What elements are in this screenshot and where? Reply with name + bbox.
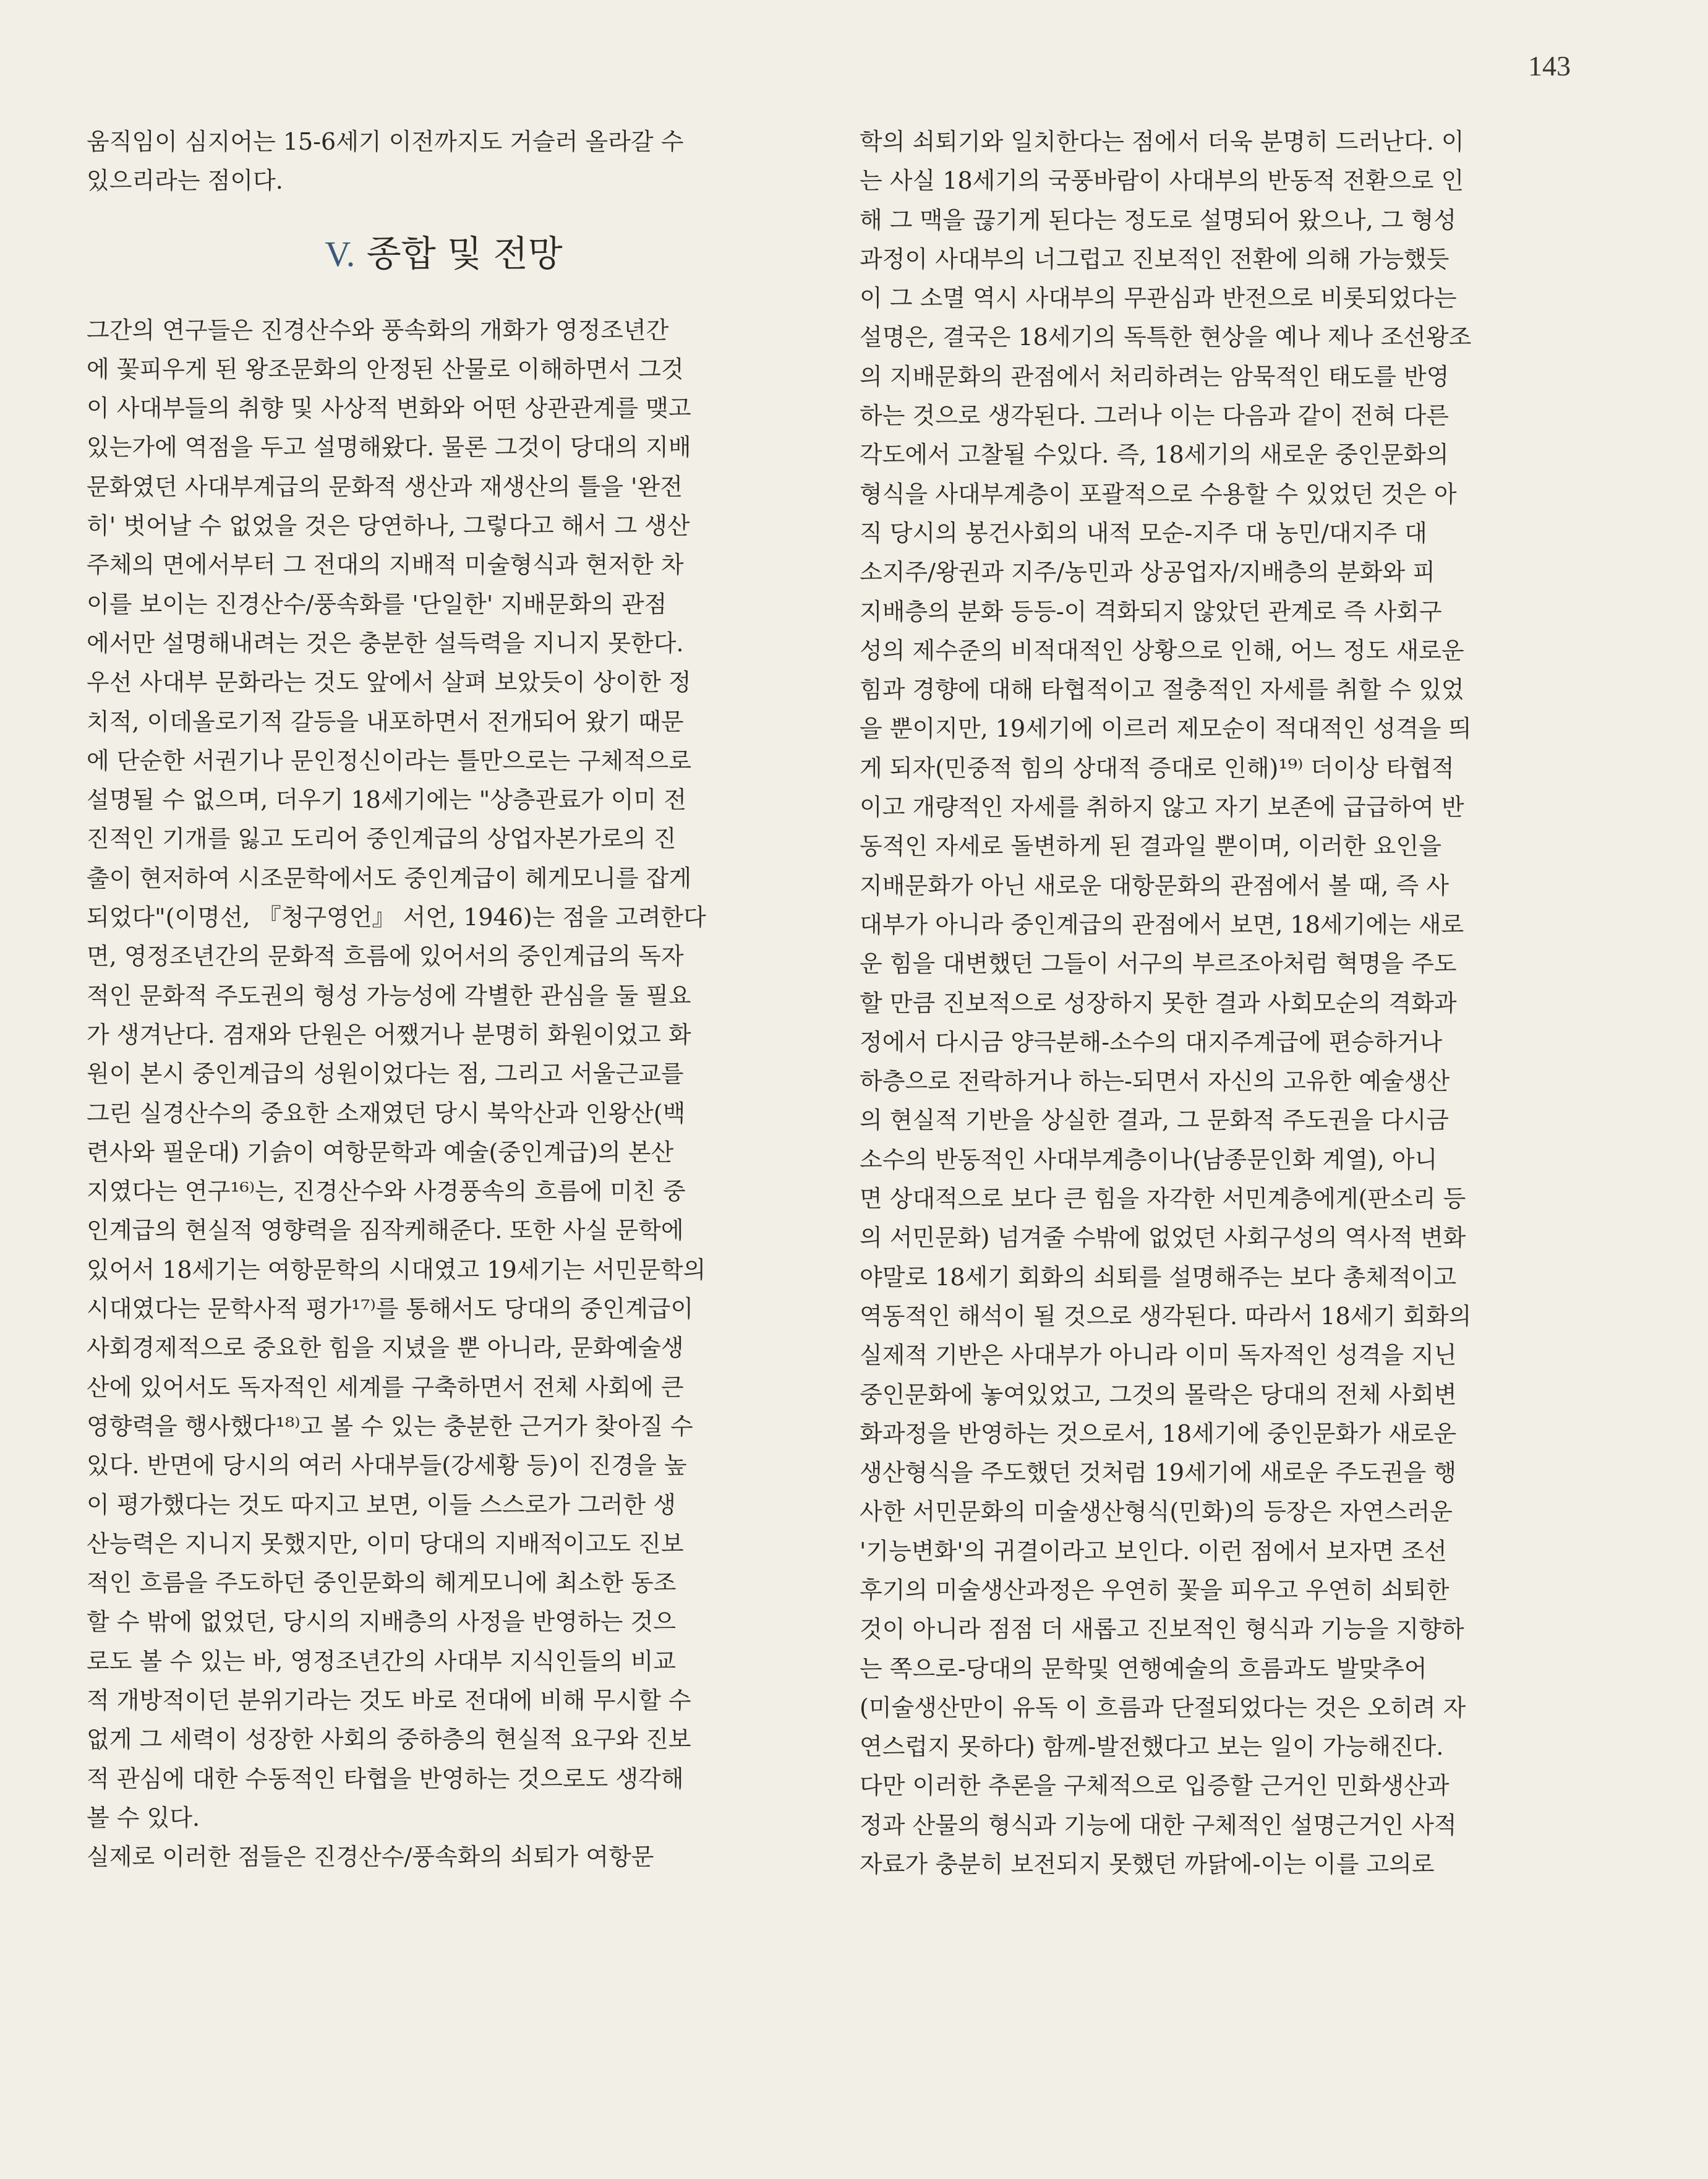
- text-line: 련사와 필운대) 기슭이 여항문학과 예술(중인계급)의 본산: [87, 1138, 674, 1166]
- text-line: 에서만 설명해내려는 것은 충분한 설득력을 지니지 못한다.: [87, 629, 684, 657]
- text-line: 정에서 다시금 양극분해-소수의 대지주계급에 편승하거나: [860, 1028, 1443, 1056]
- right-body: [860, 122, 1574, 1884]
- text-line: 진적인 기개를 잃고 도리어 중인계급의 상업자본가로의 진: [87, 825, 677, 853]
- text-line: 가 생겨난다. 겸재와 단원은 어쨌거나 분명히 화원이었고 화: [87, 1021, 691, 1048]
- text-line: 하층으로 전락하거나 하는-되면서 자신의 고유한 예술생산: [860, 1068, 1450, 1095]
- text-line: 는 쪽으로-당대의 문학및 연행예술의 흐름과도 발맞추어: [860, 1655, 1427, 1682]
- text-line: 소지주/왕권과 지주/농민과 상공업자/지배층의 분화와 피: [860, 559, 1436, 586]
- text-line: 이 그 소멸 역시 사대부의 무관심과 반전으로 비롯되었다는: [860, 285, 1457, 312]
- text-line: 운 힘을 대변했던 그들이 서구의 부르조아처럼 혁명을 주도: [860, 950, 1457, 978]
- text-line: 중인문화에 놓여있었고, 그것의 몰락은 당대의 전체 사회변: [860, 1381, 1457, 1408]
- text-line: 직 당시의 봉건사회의 내적 모순-지주 대 농민/대지주 대: [860, 519, 1427, 547]
- text-line: 이고 개량적인 자세를 취하지 않고 자기 보존에 급급하여 반: [860, 794, 1464, 821]
- text-line: 정과 산물의 형식과 기능에 대한 구체적인 설명근거인 사적: [860, 1811, 1457, 1839]
- text-line: 로도 볼 수 있는 바, 영정조년간의 사대부 지식인들의 비교: [87, 1647, 676, 1675]
- text-line: 이 사대부들의 취향 및 사상적 변화와 어떤 상관관계를 맺고: [87, 395, 691, 422]
- text-line: 을 뿐이지만, 19세기에 이르러 제모순이 적대적인 성격을 띄: [860, 715, 1472, 743]
- intro-paragraph: [87, 122, 801, 201]
- page-number: 143: [1528, 50, 1571, 82]
- text-line: 화과정을 반영하는 것으로서, 18세기에 중인문화가 새로운: [860, 1419, 1457, 1447]
- text-line: 영향력을 행사했다¹⁸⁾고 볼 수 있는 충분한 근거가 찾아질 수: [87, 1412, 693, 1440]
- text-line: 해 그 맥을 끊기게 된다는 정도로 설명되어 왔으나, 그 형성: [860, 206, 1457, 234]
- text-line: 치적, 이데올로기적 갈등을 내포하면서 전개되어 왔기 때문: [87, 708, 684, 735]
- text-line: 소수의 반동적인 사대부계층이나(남종문인화 계열), 아니: [860, 1145, 1438, 1173]
- text-line: (미술생산만이 유독 이 흐름과 단절되었다는 것은 오히려 자: [860, 1693, 1466, 1721]
- text-line: 에 단순한 서권기나 문인정신이라는 틀만으로는 구체적으로: [87, 747, 692, 774]
- text-line: 설명될 수 없으며, 더우기 18세기에는 "상층관료가 이미 전: [87, 786, 687, 814]
- text-line: 할 수 밖에 없었던, 당시의 지배층의 사정을 반영하는 것으: [87, 1608, 676, 1636]
- text-line: 면, 영정조년간의 문화적 흐름에 있어서의 중인계급의 독자: [87, 943, 684, 970]
- text-line: 할 만큼 진보적으로 성장하지 못한 결과 사회모순의 격화과: [860, 989, 1457, 1017]
- text-line: 의 서민문화) 넘겨줄 수밖에 없었던 사회구성의 역사적 변화: [860, 1224, 1466, 1252]
- text-line: 역동적인 해석이 될 것으로 생각된다. 따라서 18세기 회화의: [860, 1302, 1472, 1330]
- text-line: 시대였다는 문학사적 평가¹⁷⁾를 통해서도 당대의 중인계급이: [87, 1295, 694, 1323]
- text-line: 히' 벗어날 수 없었을 것은 당연하나, 그렇다고 해서 그 생산: [87, 512, 690, 540]
- text-line: 지였다는 연구¹⁶⁾는, 진경산수와 사경풍속의 흐름에 미친 중: [87, 1178, 686, 1205]
- section-title: 종합 및 전망: [366, 232, 563, 275]
- text-line: 이 평가했다는 것도 따지고 보면, 이들 스스로가 그러한 생: [87, 1491, 676, 1518]
- text-line: 야말로 18세기 회화의 쇠퇴를 설명해주는 보다 총체적이고: [860, 1263, 1457, 1291]
- text-line: 후기의 미술생산과정은 우연히 꽃을 피우고 우연히 쇠퇴한: [860, 1576, 1450, 1604]
- text-line: 설명은, 결국은 18세기의 독특한 현상을 예나 제나 조선왕조: [860, 323, 1472, 351]
- text-line: 그간의 연구들은 진경산수와 풍속화의 개화가 영정조년간: [87, 316, 669, 344]
- text-line: 움직임이 심지어는 15-6세기 이전까지도 거슬러 올라갈 수: [87, 128, 684, 155]
- text-line: 적인 문화적 주도권의 형성 가능성에 각별한 관심을 둘 필요: [87, 982, 691, 1009]
- text-line: 형식을 사대부계층이 포괄적으로 수용할 수 있었던 것은 아: [860, 480, 1457, 508]
- text-line: 있다. 반면에 당시의 여러 사대부들(강세황 등)이 진경을 높: [87, 1452, 687, 1479]
- text-line: 실제적 기반은 사대부가 아니라 이미 독자적인 성격을 지닌: [860, 1342, 1457, 1369]
- text-line: 문화였던 사대부계급의 문화적 생산과 재생산의 틀을 '완전: [87, 473, 683, 500]
- text-line: 원이 본시 중인계급의 성원이었다는 점, 그리고 서울근교를: [87, 1060, 684, 1088]
- text-line: '기능변화'의 귀결이라고 보인다. 이런 점에서 보자면 조선: [860, 1537, 1447, 1565]
- text-line: 연스럽지 못하다) 함께-발전했다고 보는 일이 가능해진다.: [860, 1733, 1444, 1761]
- text-line: 이를 보이는 진경산수/풍속화를 '단일한' 지배문화의 관점: [87, 590, 667, 618]
- text-line: 면 상대적으로 보다 큰 힘을 자각한 서민계층에게(판소리 등: [860, 1185, 1466, 1213]
- text-line: 볼 수 있다.: [87, 1804, 200, 1831]
- section-heading: [87, 213, 801, 294]
- text-line: 있어서 18세기는 여항문학의 시대였고 19세기는 서민문학의: [87, 1256, 706, 1283]
- text-line: 과정이 사대부의 너그럽고 진보적인 전환에 의해 가능했듯: [860, 245, 1450, 273]
- text-line: 성의 제수준의 비적대적인 상황으로 인해, 어느 정도 새로운: [860, 636, 1464, 664]
- text-line: 의 지배문화의 관점에서 처리하려는 암묵적인 태도를 반영: [860, 362, 1450, 390]
- text-line: 의 현실적 기반을 상실한 결과, 그 문화적 주도권을 다시금: [860, 1107, 1449, 1134]
- right-column: [860, 122, 1574, 1884]
- text-line: 대부가 아니라 중인계급의 관점에서 보면, 18세기에는 새로: [860, 910, 1464, 938]
- left-body: [87, 311, 801, 1877]
- text-line: 그린 실경산수의 중요한 소재였던 당시 북악산과 인왕산(백: [87, 1099, 686, 1127]
- text-line: 각도에서 고찰될 수있다. 즉, 18세기의 새로운 중인문화의: [860, 441, 1449, 469]
- text-line: 인계급의 현실적 영향력을 짐작케해준다. 또한 사실 문학에: [87, 1217, 684, 1244]
- text-line: 하는 것으로 생각된다. 그러나 이는 다음과 같이 전혀 다른: [860, 402, 1449, 430]
- text-line: 는 사실 18세기의 국풍바람이 사대부의 반동적 전환으로 인: [860, 167, 1464, 195]
- text-line: 힘과 경향에 대해 타협적이고 절충적인 자세를 취할 수 있었: [860, 676, 1464, 704]
- text-line: 에 꽃피우게 된 왕조문화의 안정된 산물로 이해하면서 그것: [87, 355, 684, 383]
- text-line: 주체의 면에서부터 그 전대의 지배적 미술형식과 현저한 차: [87, 551, 684, 579]
- text-line: 적 관심에 대한 수동적인 타협을 반영하는 것으로도 생각해: [87, 1765, 684, 1792]
- text-line: 자료가 충분히 보전되지 못했던 까닭에-이는 이를 고의로: [860, 1851, 1435, 1878]
- text-line: 실제로 이러한 점들은 진경산수/풍속화의 쇠퇴가 여항문: [87, 1843, 654, 1871]
- text-line: 출이 현저하여 시조문학에서도 중인계급이 헤게모니를 잡게: [87, 864, 692, 892]
- text-line: 적인 흐름을 주도하던 중인문화의 헤게모니에 최소한 동조: [87, 1569, 677, 1597]
- text-line: 있으리라는 점이다.: [87, 167, 283, 195]
- text-line: 다만 이러한 추론을 구체적으로 입증할 근거인 민화생산과: [860, 1772, 1450, 1800]
- text-line: 사회경제적으로 중요한 힘을 지녔을 뿐 아니라, 문화예술생: [87, 1334, 684, 1362]
- text-line: 동적인 자세로 돌변하게 된 결과일 뿐이며, 이러한 요인을: [860, 833, 1441, 860]
- text-line: 것이 아니라 점점 더 새롭고 진보적인 형식과 기능을 지향하: [860, 1616, 1464, 1643]
- text-line: 학의 쇠퇴기와 일치한다는 점에서 더욱 분명히 드러난다. 이: [860, 128, 1464, 155]
- text-line: 적 개방적이던 분위기라는 것도 바로 전대에 비해 무시할 수: [87, 1686, 691, 1714]
- left-column: [87, 122, 801, 1877]
- text-line: 사한 서민문화의 미술생산형식(민화)의 등장은 자연스러운: [860, 1498, 1453, 1526]
- text-line: 산능력은 지니지 못했지만, 이미 당대의 지배적이고도 진보: [87, 1530, 684, 1557]
- text-line: 산에 있어서도 독자적인 세계를 구축하면서 전체 사회에 큰: [87, 1373, 684, 1401]
- text-line: 되었다"(이명선, 『청구영언』 서언, 1946)는 점을 고려한다: [87, 904, 706, 931]
- text-line: 있는가에 역점을 두고 설명해왔다. 물론 그것이 당대의 지배: [87, 434, 691, 461]
- text-line: 없게 그 세력이 성장한 사회의 중하층의 현실적 요구와 진보: [87, 1726, 691, 1753]
- text-line: 생산형식을 주도했던 것처럼 19세기에 새로운 주도권을 행: [860, 1459, 1457, 1487]
- text-line: 지배층의 분화 등등-이 격화되지 않았던 관계로 즉 사회구: [860, 597, 1442, 625]
- text-line: 게 되자(민중적 힘의 상대적 증대로 인해)¹⁹⁾ 더이상 타협적: [860, 754, 1454, 782]
- text-line: 우선 사대부 문화라는 것도 앞에서 살펴 보았듯이 상이한 정: [87, 669, 691, 696]
- text-line: 지배문화가 아닌 새로운 대항문화의 관점에서 볼 때, 즉 사: [860, 871, 1449, 899]
- section-numeral: V.: [325, 233, 356, 274]
